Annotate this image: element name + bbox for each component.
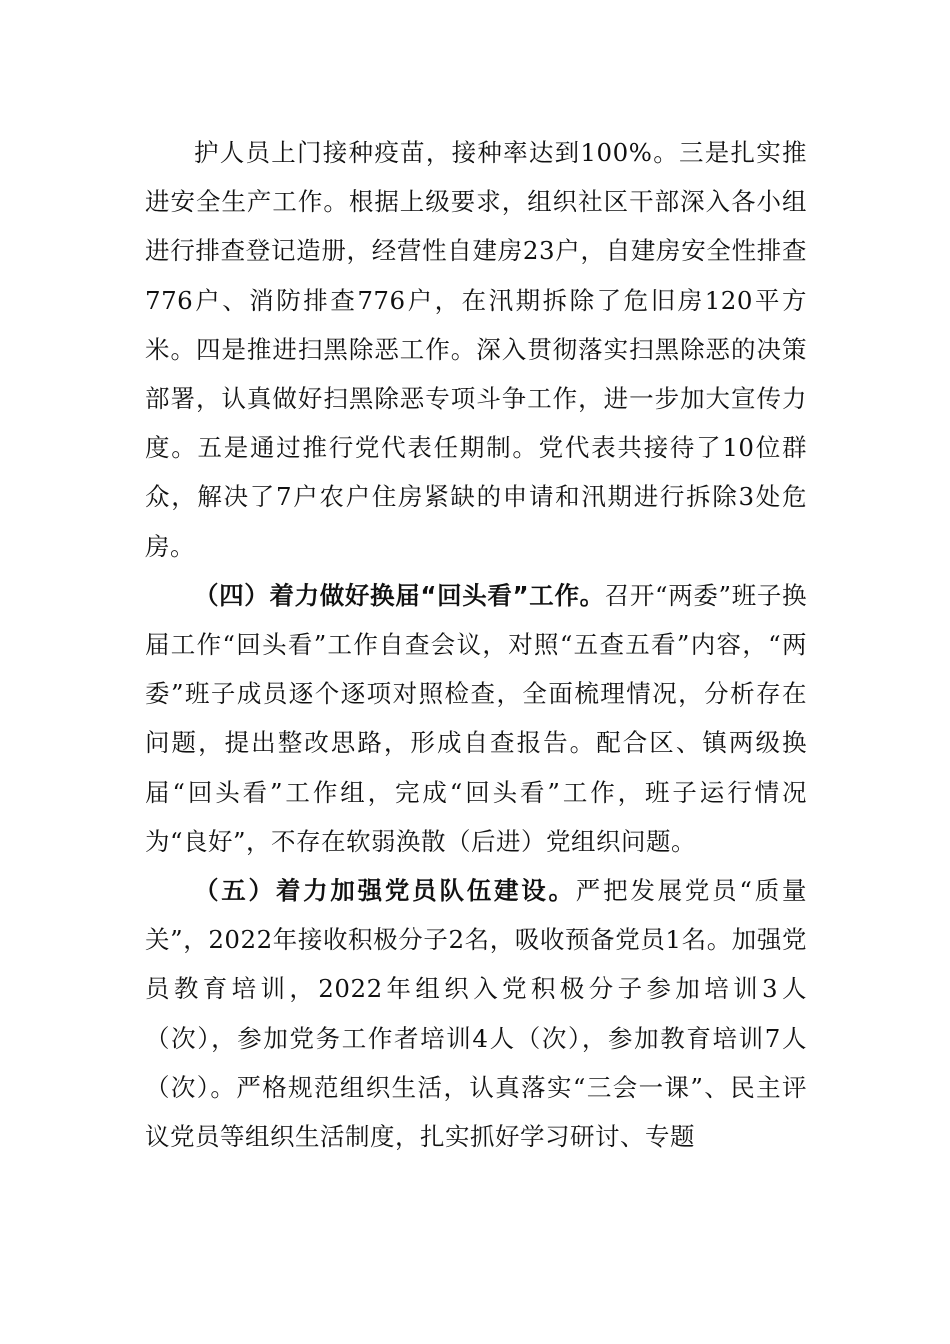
paragraph-text: 护人员上门接种疫苗，接种率达到100%。三是扎实推进安全生产工作。根据上级要求，组织社区干部深入各小组进行排查登记造册，经营性自建房23户，自建房安全性排查776户、消防排查776户，在汛期拆除了危旧房120平方米。四是推进扫黑除恶工作。深入贯彻落实扫黑除恶的决策部署，认真做好扫黑除恶专项斗争工作，进一步加大宣传力度。五是通过推行党代表任期制。党代表共接待了10位群众，解决了7户农户住房紧缺的申请和汛期进行拆除3处危房。 bbox=[145, 138, 807, 561]
paragraph-section-5 bbox=[145, 866, 807, 1161]
paragraph-section-4 bbox=[145, 571, 807, 866]
section-heading-4: （四）着力做好换届“回头看”工作。 bbox=[194, 580, 605, 610]
section-heading-5: （五）着力加强党员队伍建设。 bbox=[194, 876, 576, 906]
paragraph-continuation bbox=[145, 128, 807, 571]
paragraph-text: 严把发展党员“质量关”，2022年接收积极分子2名，吸收预备党员1名。加强党员教育培训，2022年组织入党积极分子参加培训3人（次），参加党务工作者培训4人（次），参加教育培训7人（次）。严格规范组织生活，认真落实“三会一课”、民主评议党员等组织生活制度，扎实抓好学习研讨、专题 bbox=[145, 876, 807, 1152]
document-body bbox=[145, 128, 807, 1161]
paragraph-text: 召开“两委”班子换届工作“回头看”工作自查会议，对照“五查五看”内容，“两委”班子成员逐个逐项对照检查，全面梳理情况，分析存在问题，提出整改思路，形成自查报告。配合区、镇两级换届“回头看”工作组，完成“回头看”工作，班子运行情况为“良好”，不存在软弱涣散（后进）党组织问题。 bbox=[145, 580, 807, 856]
